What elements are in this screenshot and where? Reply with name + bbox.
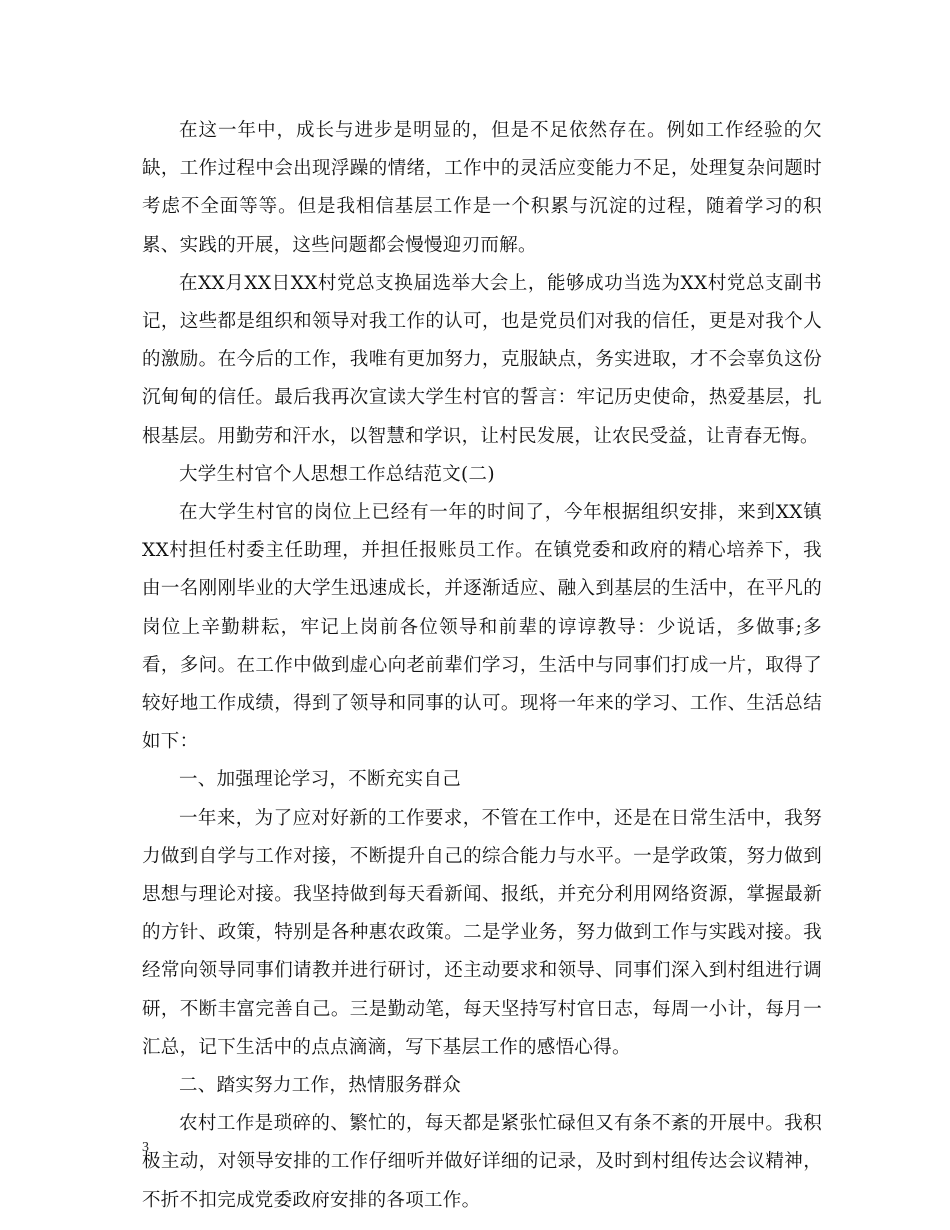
- paragraph-rural-work: 农村工作是琐碎的、繁忙的，每天都是紧张忙碌但又有条不紊的开展中。我积极主动，对领导安排的工作仔细听并做好详细的记录，及时到村组传达会议精神，不折不扣完成党委政府安排的各项工作。: [142, 1113, 822, 1211]
- paragraph-growth-shortcomings: 在这一年中，成长与进步是明显的，但是不足依然存在。例如工作经验的欠缺，工作过程中会出现浮躁的情绪，工作中的灵活应变能力不足，处理复杂问题时考虑不全面等等。但是我相信基层工作是一个积累与沉淀的过程，随着学习的积累、实践的开展，这些问题都会慢慢迎刃而解。: [142, 120, 822, 256]
- section-title-summary-two: 大学生村官个人思想工作总结范文(二): [179, 463, 495, 485]
- document-page: [142, 112, 822, 1220]
- heading-serve-masses: 二、踏实努力工作，热情服务群众: [179, 1075, 462, 1097]
- paragraph-theory-study: 一年来，为了应对好新的工作要求，不管在工作中，还是在日常生活中，我努力做到自学与工作对接，不断提升自己的综合能力与水平。一是学政策，努力做到思想与理论对接。我坚持做到每天看新闻、报纸，并充分利用网络资源，掌握最新的方针、政策，特别是各种惠农政策。二是学业务，努力做到工作与实践对接。我经常向领导同事们请教并进行研讨，还主动要求和领导、同事们深入到村组进行调研，不断丰富完善自己。三是勤动笔，每天坚持写村官日志，每周一小计，每月一汇总，记下生活中的点点滴滴，写下基层工作的感悟心得。: [142, 807, 822, 1058]
- paragraph-election: 在XX月XX日XX村党总支换届选举大会上，能够成功当选为XX村党总支副书记，这些都是组织和领导对我工作的认可，也是党员们对我的信任，更是对我个人的激励。在今后的工作，我唯有更加努力，克服缺点，务实进取，才不会辜负这份沉甸甸的信任。最后我再次宣读大学生村官的誓言：牢记历史使命，热爱基层，扎根基层。用勤劳和汗水，以智慧和学识，让村民发展，让农民受益，让青春无悔。: [142, 272, 822, 447]
- paragraph-introduction: 在大学生村官的岗位上已经有一年的时间了，今年根据组织安排，来到XX镇XX村担任村委主任助理，并担任报账员工作。在镇党委和政府的精心培养下，我由一名刚刚毕业的大学生迅速成长，并逐渐适应、融入到基层的生活中，在平凡的岗位上辛勤耕耘，牢记上岗前各位领导和前辈的谆谆教导：少说话，多做事;多看，多问。在工作中做到虚心向老前辈们学习，生活中与同事们打成一片，取得了较好地工作成绩，得到了领导和同事的认可。现将一年来的学习、工作、生活总结如下：: [142, 502, 822, 753]
- heading-theory-study: 一、加强理论学习，不断充实自己: [179, 769, 462, 791]
- page-number: 3: [142, 1140, 149, 1155]
